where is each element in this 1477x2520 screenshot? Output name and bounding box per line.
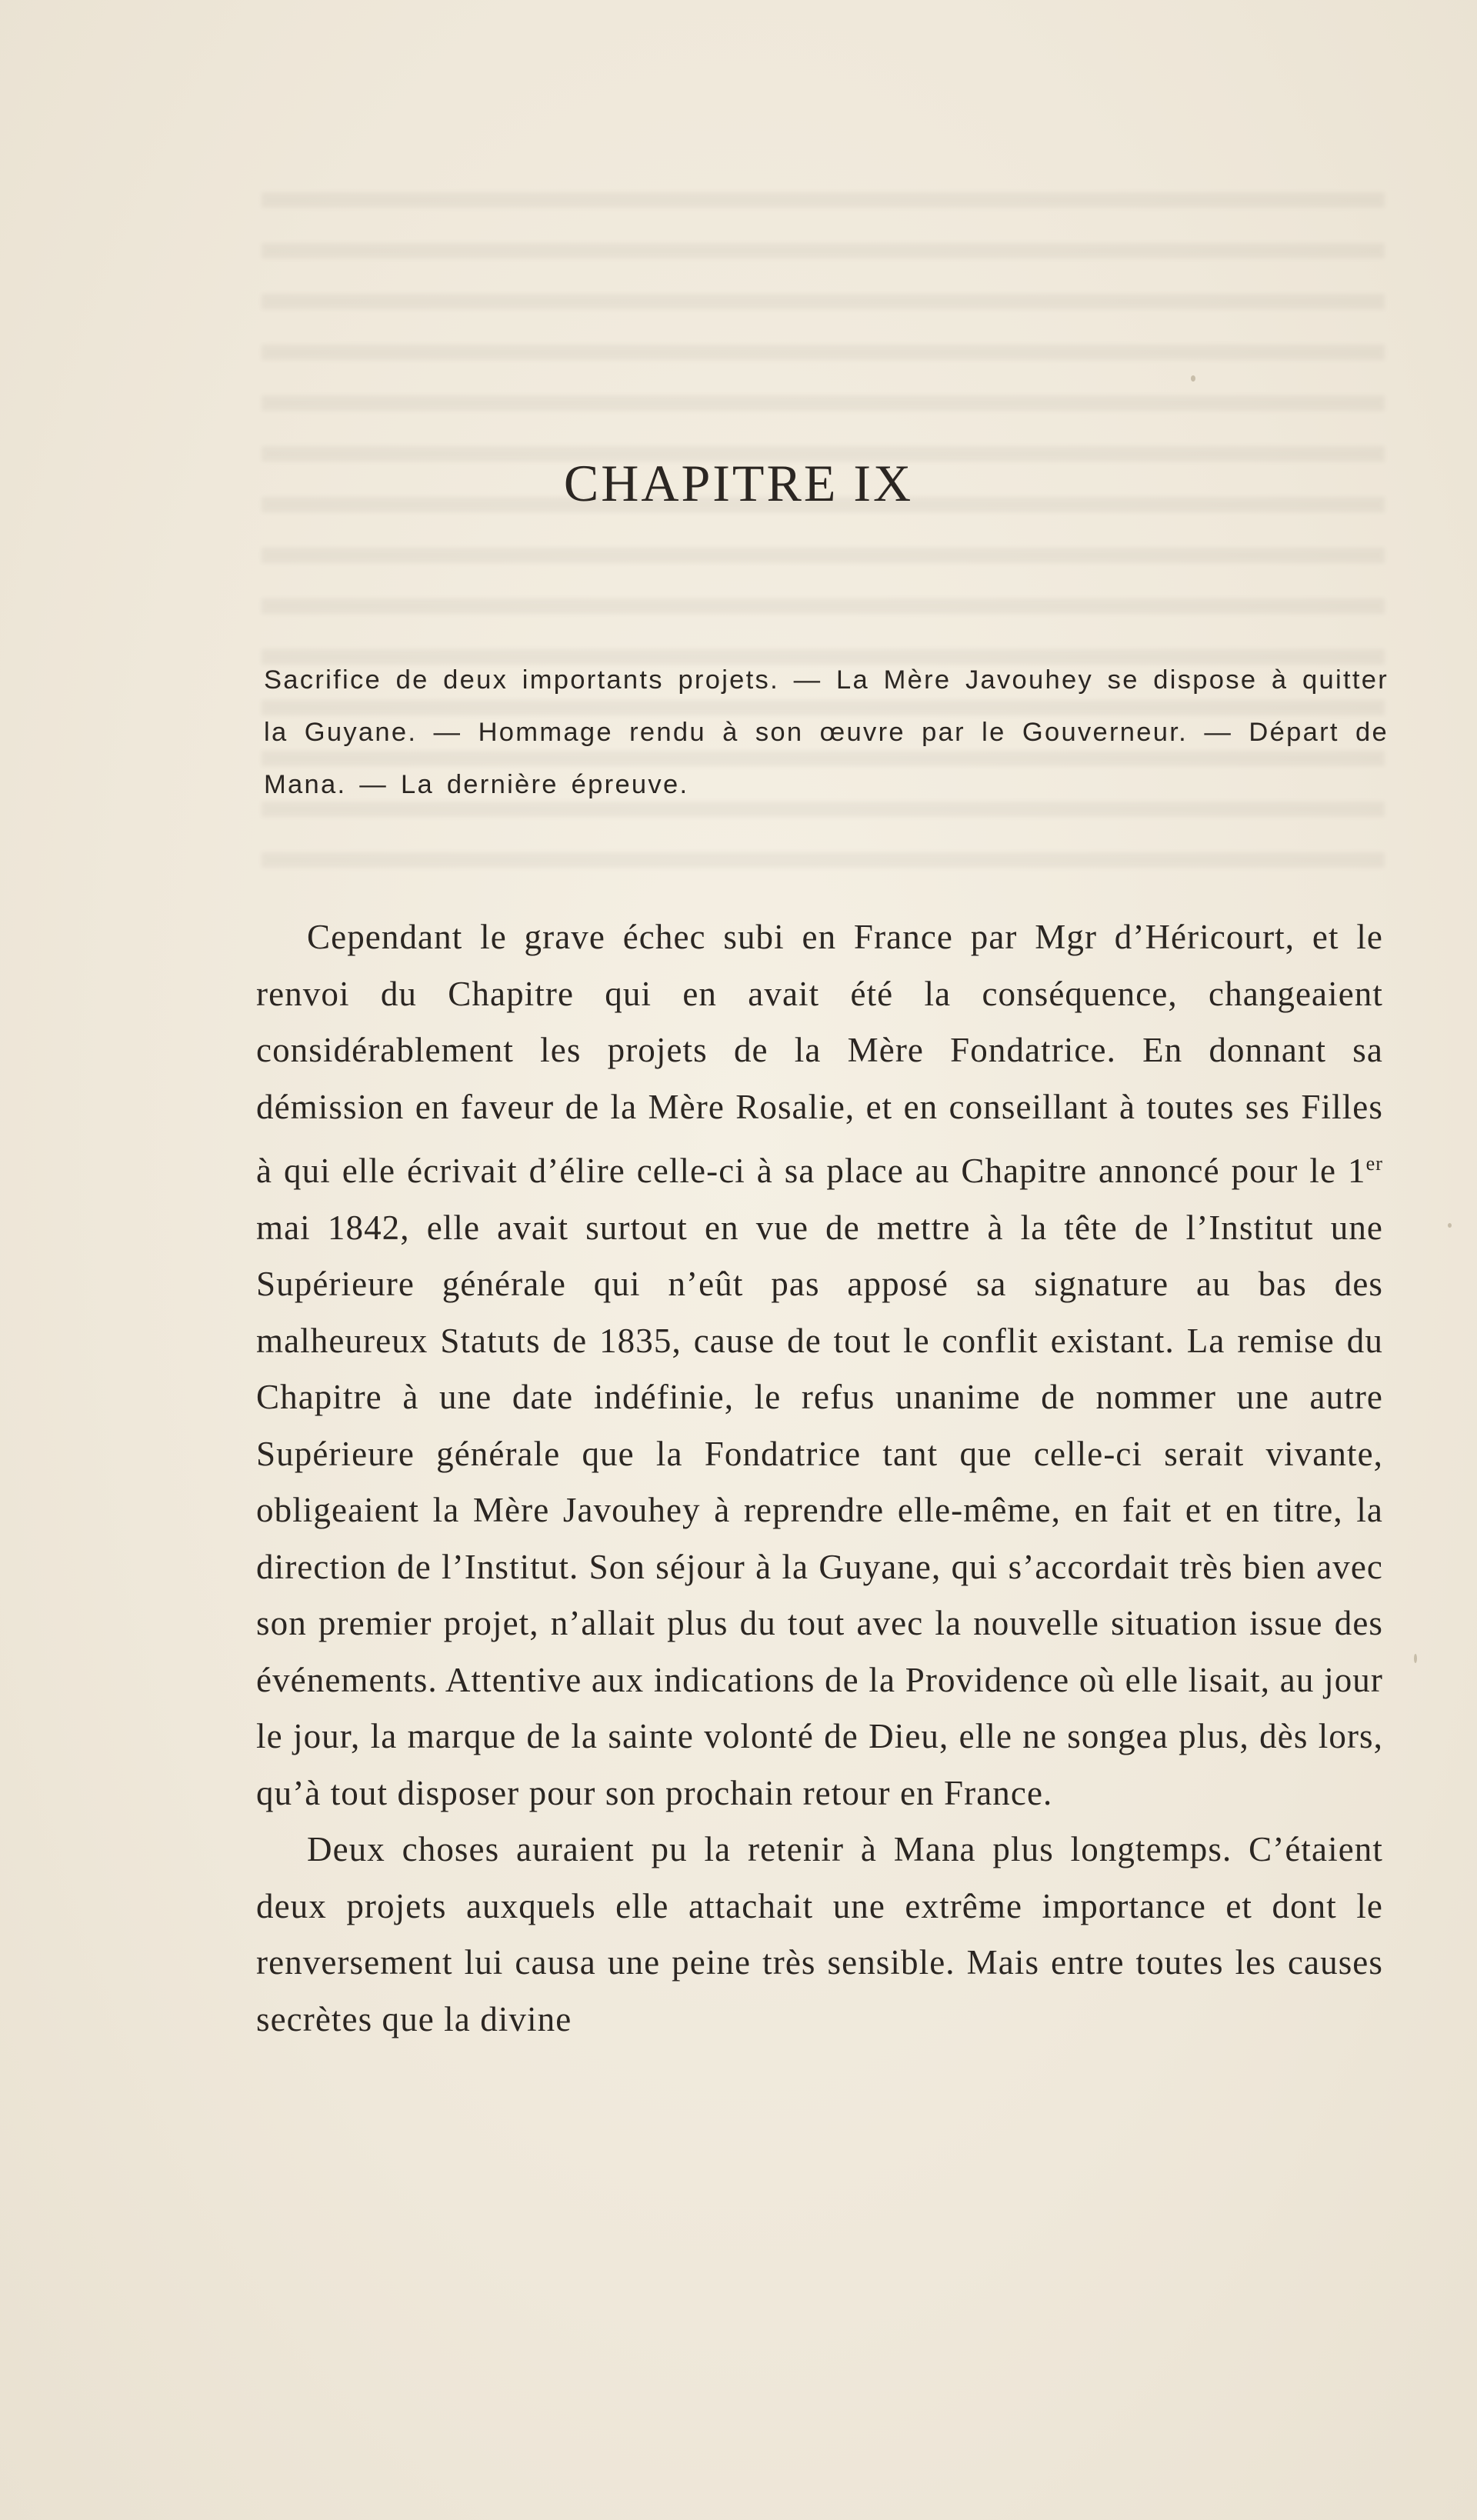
paragraph-1-text: Cependant le grave échec subi en France par Mgr d’Héricourt, et le renvoi du Chapitre qui en avait été la conséquence, changeaient considérablement les projets de la Mère Fondatrice. En donnant sa démission en faveur de la Mère Rosalie, et en conseillant à toutes ses Filles à qui elle écrivait d’élire celle-ci à sa place au Chapitre annoncé pour le 1 (256, 918, 1383, 1190)
paragraph-1-continuation: mai 1842, elle avait surtout en vue de mettre à la tête de l’Institut une Supérieure générale qui n’eût pas apposé sa signature au bas des malheureux Statuts de 1835, cause de tout le conflit existant. La remise du Chapitre à une date indéfinie, le refus unanime de nommer une autre Supérieure générale que la Fondatrice tant que celle-ci serait vivante, obligeaient la Mère Javouhey à reprendre elle-même, en fait et en titre, la direction de l’Institut. Son séjour à la Guyane, qui s’accordait très bien avec son premier projet, n’allait plus du tout avec la nouvelle situation issue des événements. Attentive aux indications de la Providence où elle lisait, au jour le jour, la marque de la sainte volonté de Dieu, elle ne songea plus, dès lors, qu’à tout disposer pour son prochain retour en France. (256, 1208, 1383, 1812)
paragraph-2: Deux choses auraient pu la retenir à Mana plus longtemps. C’étaient deux projets auxquels elle attachait une extrême importance et dont le renversement lui causa une peine très sensible. Mais entre toutes les causes secrètes que la divine (256, 1830, 1383, 2038)
paper-speck (1448, 1223, 1452, 1228)
chapter-summary: Sacrifice de deux importants projets. — La Mère Javouhey se dispose à quitter la Guyane. — Hommage rendu à son œuvre par le Gouverneur. — Départ de Mana. — La dernière épreuve. (264, 665, 1389, 799)
paper-speck (1414, 1654, 1417, 1663)
paper-speck (1191, 375, 1195, 382)
superscript-er: er (1365, 1152, 1383, 1175)
chapter-title: CHAPITRE IX (563, 454, 914, 512)
paragraph-1 (256, 909, 1383, 1822)
body-text (256, 909, 1383, 2048)
